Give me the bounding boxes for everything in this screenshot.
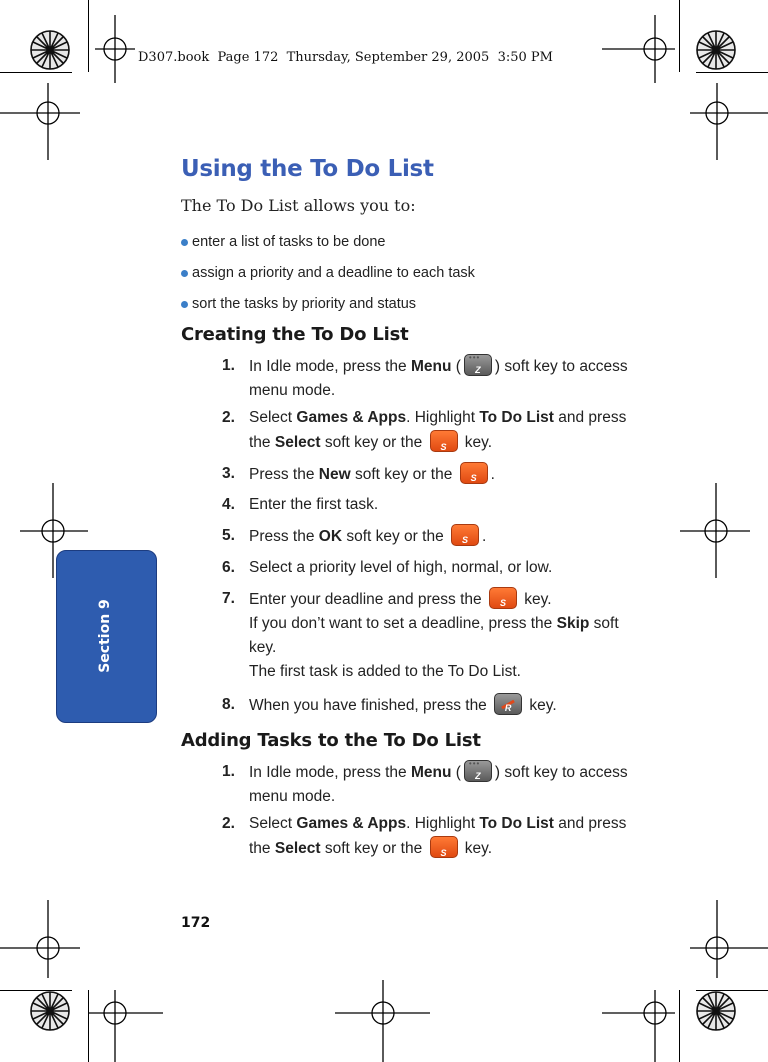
r-end-key-icon <box>494 693 522 715</box>
bullet-icon <box>181 301 188 308</box>
registration-mark-icon <box>95 15 135 83</box>
step-3: 3. Press the New soft key or the S. <box>222 462 632 487</box>
step-1: 1. In Idle mode, press the Menu (••• Z ) soft key to access menu mode. <box>222 760 632 809</box>
color-rosette-icon <box>31 31 69 69</box>
registration-mark-icon <box>602 990 675 1062</box>
list-item: assign a priority and a deadline to each task <box>181 265 475 281</box>
step-1: 1. In Idle mode, press the Menu (••• Z ) soft key to access menu mode. <box>222 354 632 403</box>
list-item: enter a list of tasks to be done <box>181 234 385 250</box>
step-2: 2. Select Games & Apps. Highlight To Do List and press the Select soft key or the S key. <box>222 406 632 456</box>
registration-mark-icon <box>680 483 750 578</box>
color-rosette-icon <box>31 992 69 1030</box>
section-heading-creating: Creating the To Do List <box>181 324 409 345</box>
registration-mark-icon <box>88 990 163 1062</box>
section-heading-adding: Adding Tasks to the To Do List <box>181 730 481 751</box>
section-tab-label: Section 9 <box>97 599 113 673</box>
s-key-icon <box>451 524 479 546</box>
bullet-icon <box>181 270 188 277</box>
step-7: 7. Enter your deadline and press the S key. If you don’t want to set a deadline, press the Skip soft key. The first task is added to the To Do List. <box>222 587 632 684</box>
s-key-icon <box>460 462 488 484</box>
color-rosette-icon <box>697 31 735 69</box>
registration-mark-icon <box>0 83 80 160</box>
list-item: sort the tasks by priority and status <box>181 296 416 312</box>
step-5: 5. Press the OK soft key or the S. <box>222 524 632 549</box>
page-title: Using the To Do List <box>181 156 434 182</box>
registration-mark-icon <box>690 83 768 160</box>
registration-mark-icon <box>690 900 768 978</box>
s-key-icon <box>489 587 517 609</box>
color-rosette-icon <box>697 992 735 1030</box>
step-2: 2. Select Games & Apps. Highlight To Do List and press the Select soft key or the S key. <box>222 812 632 862</box>
z-key-icon <box>464 760 492 782</box>
intro-text: The To Do List allows you to: <box>181 196 416 215</box>
step-8: 8. When you have finished, press the R key. <box>222 693 632 718</box>
print-header: D307.book Page 172 Thursday, September 29, 2005 3:50 PM <box>138 50 553 65</box>
s-key-icon <box>430 430 458 452</box>
step-6: 6. Select a priority level of high, normal, or low. <box>222 559 553 576</box>
step-4: 4. Enter the first task. <box>222 496 379 513</box>
page-number: 172 <box>181 915 211 931</box>
registration-mark-icon <box>602 15 675 83</box>
registration-mark-icon <box>335 980 430 1062</box>
registration-mark-icon <box>0 900 80 978</box>
s-key-icon <box>430 836 458 858</box>
z-key-icon <box>464 354 492 376</box>
bullet-icon <box>181 239 188 246</box>
